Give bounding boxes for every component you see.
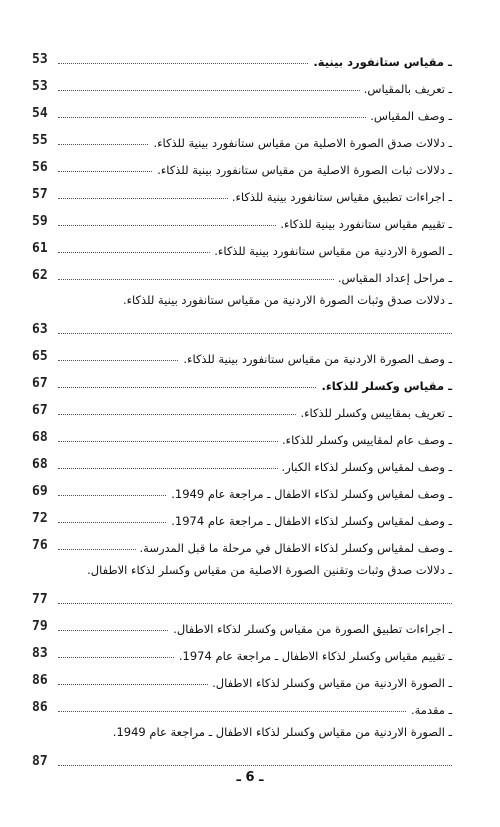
toc-page-number: 76 [32, 538, 48, 553]
toc-page-number: 53 [32, 52, 48, 67]
toc-entry [32, 179, 452, 206]
toc-entry [32, 719, 452, 773]
toc-entry [32, 260, 452, 287]
toc-entry-title: ـ دلالات صدق الصورة الاصلية من مقياس ستانفورد بينية للذكاء. [149, 136, 452, 150]
toc-page-number: 55 [32, 133, 48, 148]
toc-entry-title: ـ اجراءات تطبيق مقياس ستانفورد بينية للذكاء. [228, 190, 452, 204]
toc-entry [32, 206, 452, 233]
toc-entry [32, 449, 452, 476]
toc-entry-title: ـ مقدمة. [407, 703, 452, 717]
toc-entry-title: ـ وصف لمقياس وكسلر لذكاء الاطفال ـ مراجعة عام 1974. [167, 514, 452, 528]
toc-entry-title-text: ـ دلالات صدق وثبات وتقنين الصورة الاصلية من مقياس وكسلر لذكاء الاطفال. [83, 563, 452, 577]
toc-page-number: 69 [32, 484, 48, 499]
toc-entry [32, 368, 452, 395]
toc-page-number: 86 [32, 673, 48, 688]
toc-entry [32, 233, 452, 260]
toc-page-number: 54 [32, 106, 48, 121]
toc-page-number: 67 [32, 376, 48, 391]
toc-entry-title: ـ وصف لمقياس وكسلر لذكاء الكبار. [278, 460, 452, 474]
toc-entry-title: ـ مقياس ستانفورد بينية. [309, 55, 452, 69]
toc-entry-title: ـ مراحل إعداد المقياس. [334, 271, 452, 285]
toc-page-number: 77 [32, 592, 48, 607]
toc-page-number: 86 [32, 700, 48, 715]
toc-entry-title [68, 557, 452, 584]
toc-page-number: 87 [32, 754, 48, 769]
toc-entry-title: ـ وصف المقياس. [366, 109, 452, 123]
toc-entry-title: ـ تعريف بالمقياس. [360, 82, 452, 96]
toc-page-number: 79 [32, 619, 48, 634]
toc-entry-title: ـ تقييم مقياس ستانفورد بينية للذكاء. [276, 217, 452, 231]
toc-entry [32, 530, 452, 557]
toc-page-number: 59 [32, 214, 48, 229]
table-of-contents [32, 44, 452, 773]
toc-entry-title: ـ وصف لمقياس وكسلر لذكاء الاطفال ـ مراجعة عام 1949. [167, 487, 452, 501]
toc-entry-title: ـ تقييم مقياس وكسلر لذكاء الاطفال ـ مراجعة عام 1974. [175, 649, 452, 663]
toc-entry-title: ـ اجراءات تطبيق الصورة من مقياس وكسلر لذكاء الاطفال. [169, 622, 452, 636]
toc-entry-title: ـ تعريف بمقاييس وكسلر للذكاء. [296, 406, 452, 420]
toc-entry [32, 665, 452, 692]
toc-page-number: 56 [32, 160, 48, 175]
toc-entry [32, 152, 452, 179]
toc-page-number: 68 [32, 457, 48, 472]
toc-entry [32, 503, 452, 530]
toc-entry-title: ـ الصورة الاردنية من مقياس ستانفورد بينية للذكاء. [210, 244, 452, 258]
page-number-footer: ـ 6 ـ [236, 770, 264, 785]
toc-entry-title [68, 719, 452, 746]
toc-entry [32, 71, 452, 98]
toc-entry [32, 395, 452, 422]
toc-page-number: 62 [32, 268, 48, 283]
toc-entry [32, 341, 452, 368]
toc-entry [32, 692, 452, 719]
toc-page-number: 65 [32, 349, 48, 364]
toc-entry-title: ـ دلالات ثبات الصورة الاصلية من مقياس ستانفورد بينية للذكاء. [153, 163, 452, 177]
toc-entry-title-text: ـ دلالات صدق وثبات الصورة الاردنية من مقياس ستانفورد بينية للذكاء. [119, 293, 452, 307]
toc-entry [32, 125, 452, 152]
toc-entry-title [68, 287, 452, 314]
toc-entry-title: ـ الصورة الاردنية من مقياس وكسلر لذكاء الاطفال. [208, 676, 452, 690]
toc-page-number: 57 [32, 187, 48, 202]
toc-entry [32, 287, 452, 341]
toc-entry-title-text: ـ الصورة الاردنية من مقياس وكسلر لذكاء الاطفال ـ مراجعة عام 1949. [109, 725, 452, 739]
toc-page-number: 53 [32, 79, 48, 94]
toc-entry [32, 44, 452, 71]
toc-leader-dots [58, 603, 452, 604]
toc-page-number: 72 [32, 511, 48, 526]
toc-entry-title: ـ وصف الصورة الاردنية من مقياس ستانفورد بينية للذكاء. [179, 352, 452, 366]
toc-entry-title: ـ وصف عام لمقاييس وكسلر للذكاء. [278, 433, 452, 447]
toc-entry [32, 611, 452, 638]
toc-leader-dots [58, 333, 452, 334]
toc-page-number: 61 [32, 241, 48, 256]
toc-page-number: 83 [32, 646, 48, 661]
toc-leader-dots [58, 711, 452, 712]
toc-entry [32, 638, 452, 665]
toc-entry-title: ـ وصف لمقياس وكسلر لذكاء الاطفال في مرحلة ما قبل المدرسة. [136, 541, 452, 555]
toc-page-number: 68 [32, 430, 48, 445]
toc-entry [32, 98, 452, 125]
toc-page-number: 67 [32, 403, 48, 418]
toc-leader-dots [58, 765, 452, 766]
toc-entry [32, 476, 452, 503]
toc-page-number: 63 [32, 322, 48, 337]
toc-entry [32, 422, 452, 449]
toc-entry-title: ـ مقياس وكسلر للذكاء. [317, 379, 452, 393]
toc-entry [32, 557, 452, 611]
